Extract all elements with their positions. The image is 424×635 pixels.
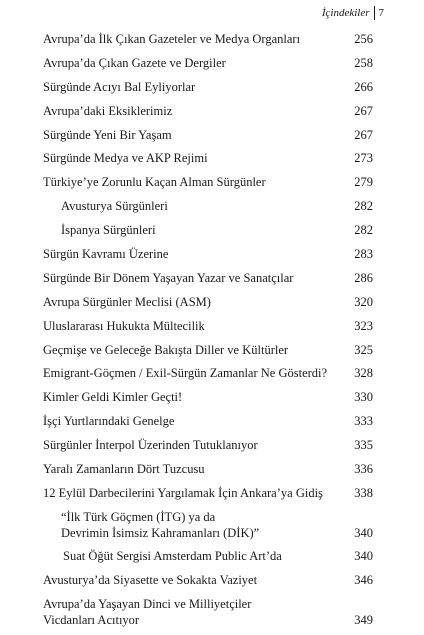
toc-entry xyxy=(43,596,373,628)
toc-entry xyxy=(43,270,373,286)
toc-entry-title: İspanya Sürgünleri xyxy=(61,223,156,238)
toc-entry-title: Avusturya Sürgünleri xyxy=(61,199,168,214)
toc-entry-title-line: “İlk Türk Göçmen (İTG) ya da xyxy=(61,509,216,524)
toc-entry-title: 12 Eylül Darbecilerini Yargılamak İçin Ankara’ya Gidiş xyxy=(43,485,323,500)
toc-entry-title: Uluslararası Hukukta Mültecilik xyxy=(43,318,205,333)
toc-entry-title-line: Vicdanları Acıtıyor xyxy=(43,612,140,627)
toc-entry xyxy=(43,342,373,358)
toc-entry-title: Emigrant-Göçmen / Exil-Sürgün Zamanlar Ne Gösterdi? xyxy=(43,366,328,381)
toc-entry-page: 286 xyxy=(354,270,373,285)
toc-entry-title: Türkiye’ye Zorunlu Kaçan Alman Sürgünler xyxy=(43,175,266,190)
toc-entry-page: 349 xyxy=(354,612,373,627)
toc-entry xyxy=(43,103,373,119)
toc-entry-title: Suat Öğüt Sergisi Amsterdam Public Art’da xyxy=(63,548,282,563)
toc-entry-title: Sürgün Kavramı Üzerine xyxy=(43,247,169,262)
toc-entry-page: 282 xyxy=(354,199,373,214)
toc-entry-title: Kimler Geldi Kimler Geçti! xyxy=(43,390,183,405)
toc-entry-page: 340 xyxy=(354,548,373,563)
toc-entry-page: 338 xyxy=(354,485,373,500)
toc-entry-page: 283 xyxy=(354,247,373,262)
toc-entry-title-line: Avrupa’da Yaşayan Dinci ve Milliyetçiler xyxy=(43,596,252,611)
toc-entry-page: 266 xyxy=(354,79,373,94)
toc-entry xyxy=(43,31,373,47)
toc-entry-page: 336 xyxy=(354,462,373,477)
toc-entry xyxy=(43,365,373,381)
toc-entry-page: 330 xyxy=(354,390,373,405)
toc-entry-page: 256 xyxy=(354,32,373,46)
header-divider xyxy=(374,6,375,20)
toc-entry-title: Avrupa Sürgünler Meclisi (ASM) xyxy=(43,294,211,309)
toc-entry xyxy=(43,485,373,501)
toc-entry-title: Sürgünde Bir Dönem Yaşayan Yazar ve Sanatçılar xyxy=(43,270,294,285)
toc-entry-page: 267 xyxy=(354,127,373,142)
toc-entry-page: 335 xyxy=(354,438,373,453)
toc-entry-title: Sürgünde Medya ve AKP Rejimi xyxy=(43,151,208,166)
toc-entry-title-line: Devrimin İsimsiz Kahramanları (DİK)” xyxy=(61,525,260,540)
toc-entry-page: 282 xyxy=(354,223,373,238)
toc-entry-page: 323 xyxy=(354,318,373,333)
toc-entry-page: 279 xyxy=(354,175,373,190)
toc-entry-page: 333 xyxy=(354,414,373,429)
toc-entry-title xyxy=(43,596,347,628)
toc-entry xyxy=(43,55,373,71)
page-number: 7 xyxy=(378,7,384,19)
toc-subentry xyxy=(43,548,373,564)
running-header xyxy=(322,6,384,20)
toc-entry-page: 258 xyxy=(354,55,373,70)
toc-entry-title: Sürgünde Yeni Bir Yaşam xyxy=(43,127,172,142)
toc-subentry xyxy=(43,222,373,238)
toc-entry xyxy=(43,437,373,453)
toc-subentry xyxy=(43,509,373,541)
toc-entry-title xyxy=(43,509,347,541)
toc-entry-title: Sürgünler İnterpol Üzerinden Tutuklanıyor xyxy=(43,438,258,453)
toc-subentry xyxy=(43,198,373,214)
toc-entry-title: Avrupa’da İlk Çıkan Gazeteler ve Medya Organları xyxy=(43,32,301,46)
toc-entry xyxy=(43,318,373,334)
toc-entry xyxy=(43,174,373,190)
toc-entry-page: 346 xyxy=(354,572,373,587)
toc-entry-title: Avusturya’da Siyasette ve Sokakta Vaziyet xyxy=(43,572,258,587)
toc-entry xyxy=(43,127,373,143)
running-title: İçindekiler xyxy=(321,7,370,19)
toc-entry xyxy=(43,150,373,166)
toc-entry-page: 320 xyxy=(354,294,373,309)
toc-entry-page: 328 xyxy=(354,366,373,381)
toc-entry-title: Avrupa’daki Eksiklerimiz xyxy=(43,103,173,118)
toc-entry-page: 325 xyxy=(354,342,373,357)
table-of-contents xyxy=(43,31,373,635)
toc-entry xyxy=(43,294,373,310)
toc-entry-title: Yaralı Zamanların Dört Tuzcusu xyxy=(43,462,205,477)
toc-entry xyxy=(43,572,373,588)
toc-entry xyxy=(43,79,373,95)
toc-entry-title: İşçi Yurtlarındaki Genelge xyxy=(43,414,175,429)
toc-entry xyxy=(43,246,373,262)
toc-entry xyxy=(43,413,373,429)
toc-entry-page: 267 xyxy=(354,103,373,118)
toc-entry xyxy=(43,461,373,477)
toc-entry-page: 273 xyxy=(354,151,373,166)
toc-entry-title: Sürgünde Acıyı Bal Eyliyorlar xyxy=(43,79,196,94)
toc-entry-title: Avrupa’da Çıkan Gazete ve Dergiler xyxy=(43,55,226,70)
toc-entry-title: Geçmişe ve Geleceğe Bakışta Diller ve Kültürler xyxy=(43,342,289,357)
toc-entry-page: 340 xyxy=(354,525,373,540)
toc-entry xyxy=(43,389,373,405)
